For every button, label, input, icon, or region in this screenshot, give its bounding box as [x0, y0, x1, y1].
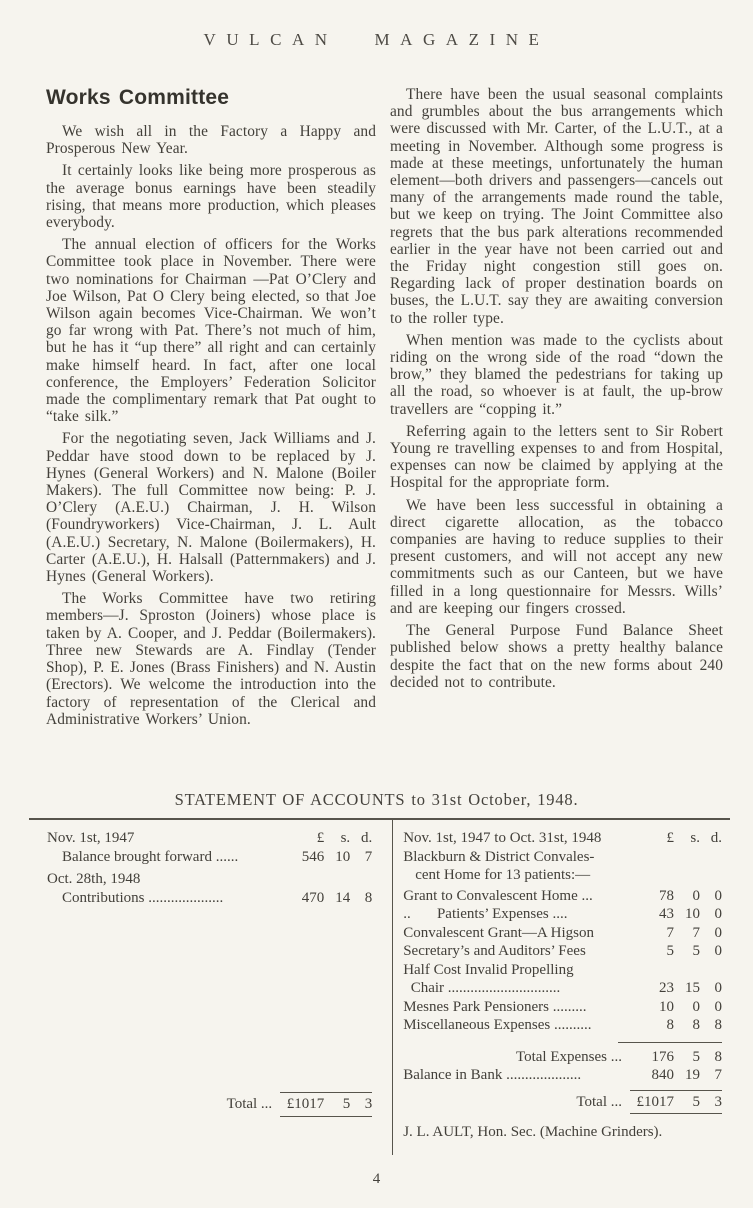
- amount-pence: 7: [364, 848, 373, 865]
- account-label: .. Patients’ Expenses ....: [403, 906, 568, 922]
- total-label: Total ...: [226, 1096, 273, 1112]
- paragraph: Referring again to the letters sent to Sir Robert Young re travelling expenses to and from Hospital, expenses can now be claimed by applying at the Hospital for the appropriate form.: [390, 422, 723, 492]
- account-period: Nov. 1st, 1947 to Oct. 31st, 1948: [403, 830, 602, 846]
- amount-pounds: 546: [301, 848, 325, 865]
- amount-shillings: 15: [685, 980, 700, 996]
- currency-shillings-header: s.: [690, 830, 700, 846]
- amount-shillings: 19: [685, 1067, 700, 1083]
- paragraph: When mention was made to the cyclists about riding on the wrong side of the road “down the brow,” they blamed the pedestrians for taking up all the road, so whoever is at fault, the up-brow travellers are “copping it.”: [390, 331, 723, 418]
- amount-pence: 0: [714, 887, 722, 904]
- amount-pence: 0: [714, 906, 722, 922]
- amount-pounds: £1017: [636, 1093, 674, 1110]
- total-amount: [630, 1090, 722, 1115]
- amount-shillings: 0: [692, 887, 700, 904]
- paragraph: We have been less successful in obtaining a direct cigarette allocation, as the tobacco companies are having to reduce supplies to their present customers, and will not accept any new commitments such as our Canteen, but we have filled in a long questionnaire for Messrs. Wills’ and are keeping our fingers crossed.: [390, 496, 723, 617]
- paragraph: The General Purpose Fund Balance Sheet published below shows a pretty healthy balance despite the fact that on the new forms about 240 decided not to contribute.: [390, 622, 723, 691]
- article-body: [0, 86, 753, 786]
- amount-pounds: 43: [659, 906, 674, 922]
- paragraph: It certainly looks like being more prosperous as the average bonus earnings have been steadily rising, that means more production, which pleases everybody.: [46, 162, 376, 232]
- amount-pence: 0: [714, 998, 722, 1015]
- total-amount: [280, 1092, 372, 1117]
- expenses-total-row: [403, 1090, 722, 1115]
- total-label: Total ...: [576, 1093, 622, 1110]
- total-expenses-label: Total Expenses ...: [515, 1048, 622, 1065]
- amount-pounds: 23: [659, 980, 674, 996]
- account-subheading: cent Home for 13 patients:—: [415, 867, 591, 883]
- account-date-row: [47, 871, 372, 888]
- article-column-left: [46, 86, 376, 786]
- account-row: [403, 1017, 722, 1034]
- paragraph: For the negotiating seven, Jack Williams and J. Peddar have stood down to be replaced by J. Hynes (General Workers) and N. Malone (Boiler Makers). The full Committee now being: P. J. O’Clery (A.E.U.) Chairman, J. H. Wilson (Foundryworkers) Vice-Chairman, J. L. Ault (A.E.U.) Secretary, N. Malone (Boilermakers), H. Carter (A.E.U.), H. Halsall (Patternmakers) and J. Hynes (General Workers).: [46, 430, 376, 586]
- account-label: Grant to Convalescent Home ...: [403, 887, 593, 904]
- account-date: Nov. 1st, 1947: [47, 830, 135, 846]
- account-label: Half Cost Invalid Propelling: [403, 961, 574, 978]
- amount-pence: 3: [714, 1093, 722, 1110]
- subtotal-rule: [618, 1042, 722, 1043]
- amount-shillings: 10: [335, 848, 351, 865]
- account-label: Secretary’s and Auditors’ Fees: [403, 943, 586, 959]
- account-row: [47, 890, 372, 907]
- amount-pence: 8: [714, 1048, 722, 1065]
- honorary-secretary-signature: J. L. AULT, Hon. Sec. (Machine Grinders).: [403, 1124, 663, 1140]
- amount-shillings: 8: [692, 1017, 700, 1033]
- paragraph: The annual election of officers for the Works Committee took place in November. There were two nominations for Chairman —Pat O’Clery and Joe Wilson, Pat O Clery being elected, so that Joe Wilson again becomes Vice-Chairman. We won’t go far wrong with Pat. There’s not much of him, but he has it “up there” all right and can certainly make himself heard. In fact, after one local conference, the Employers’ Federation Solicitor made the complimentary remark that Pat ought to “take silk.”: [46, 236, 376, 426]
- account-row: [403, 999, 722, 1016]
- amount-shillings: 5: [692, 1048, 700, 1065]
- account-label: Mesnes Park Pensioners .........: [403, 998, 587, 1015]
- amount-pounds: 8: [666, 1017, 674, 1033]
- amount-pence: 0: [714, 943, 722, 959]
- amount-pounds: £1017: [286, 1096, 325, 1112]
- amount-pence: 0: [714, 924, 722, 941]
- amount-pounds: 840: [651, 1067, 674, 1083]
- paragraph: There have been the usual seasonal complaints and grumbles about the bus arrangements which were discussed with Mr. Carter, of the L.U.T., at a meeting in November. Although some progress is made at these meetings, unfortunately the human element—both drivers and passengers—cancels out many of the arrangements made round the table, but we keep on trying. The Joint Committee also regrets that the bus park alterations recommended earlier in the year have not been carried out and the Friday night congestion still goes on. Regarding lack of proper destination boards on buses, the L.U.T. say they are awaiting conversion to the roller type.: [390, 86, 723, 327]
- account-subheading: Blackburn & District Convales-: [403, 848, 595, 865]
- account-label: Contributions ....................: [62, 889, 224, 906]
- amount-pence: 0: [714, 980, 722, 996]
- currency-pence-header: d.: [710, 830, 722, 846]
- accounts-heading: STATEMENT OF ACCOUNTS to 31st October, 1948.: [174, 790, 579, 809]
- paragraph: The Works Committee have two retiring members—J. Sproston (Joiners) whose place is taken by A. Cooper, and J. Peddar (Boilermakers). Three new Stewards are A. Findlay (Tender Shop), P. E. Jones (Brass Finishers) and N. Austin (Erectors). We welcome the introduction into the factory of representation of the Clerical and Administrative Workers’ Union.: [46, 590, 376, 728]
- amount-pence: 8: [714, 1017, 722, 1033]
- article-column-right: [390, 86, 723, 786]
- amount-pence: 7: [714, 1067, 722, 1083]
- income-total-row: [47, 1092, 372, 1117]
- account-row: [403, 980, 722, 997]
- account-row: [403, 888, 722, 905]
- amount-pounds: 7: [666, 924, 674, 941]
- account-label: Chair ..............................: [403, 980, 561, 996]
- amount-shillings: 14: [335, 889, 351, 906]
- account-header-row: [403, 830, 722, 847]
- account-row: [47, 849, 372, 866]
- currency-pounds-header: £: [316, 830, 325, 846]
- currency-pounds-header: £: [666, 830, 674, 846]
- account-label: Convalescent Grant—A Higson: [403, 924, 594, 941]
- amount-shillings: 5: [692, 1093, 700, 1110]
- amount-pence: 8: [364, 889, 373, 906]
- balance-in-bank-row: [403, 1067, 722, 1084]
- amount-shillings: 0: [692, 998, 700, 1015]
- account-label: Balance brought forward ......: [62, 848, 239, 865]
- amount-pounds: 10: [659, 998, 674, 1015]
- account-row: [403, 943, 722, 960]
- amount-pence: 3: [364, 1096, 373, 1112]
- account-row: [403, 962, 722, 979]
- total-expenses-row: [403, 1049, 722, 1066]
- account-label: Miscellaneous Expenses ..........: [403, 1017, 592, 1033]
- accounts-table-income: [29, 820, 393, 1155]
- currency-pence-header: d.: [360, 830, 373, 846]
- amount-pounds: 176: [651, 1048, 674, 1065]
- account-label: Balance in Bank ....................: [403, 1067, 582, 1083]
- article-title: Works Committee: [46, 86, 230, 109]
- paragraph: We wish all in the Factory a Happy and Prosperous New Year.: [46, 123, 376, 158]
- page-number: 4: [372, 1170, 381, 1187]
- amount-pounds: 78: [659, 887, 674, 904]
- account-row: [403, 906, 722, 923]
- amount-shillings: 5: [692, 943, 700, 959]
- account-header-row: [47, 830, 372, 847]
- magazine-title: VULCAN MAGAZINE: [203, 30, 550, 49]
- amount-shillings: 5: [342, 1096, 351, 1112]
- account-date: Oct. 28th, 1948: [47, 871, 141, 887]
- currency-shillings-header: s.: [340, 830, 351, 846]
- amount-shillings: 7: [692, 924, 700, 941]
- amount-pounds: 470: [301, 889, 325, 906]
- statement-of-accounts: [29, 818, 730, 1155]
- accounts-table-expenses: [393, 820, 730, 1155]
- amount-shillings: 10: [685, 906, 700, 922]
- amount-pounds: 5: [666, 943, 674, 959]
- account-row: [403, 925, 722, 942]
